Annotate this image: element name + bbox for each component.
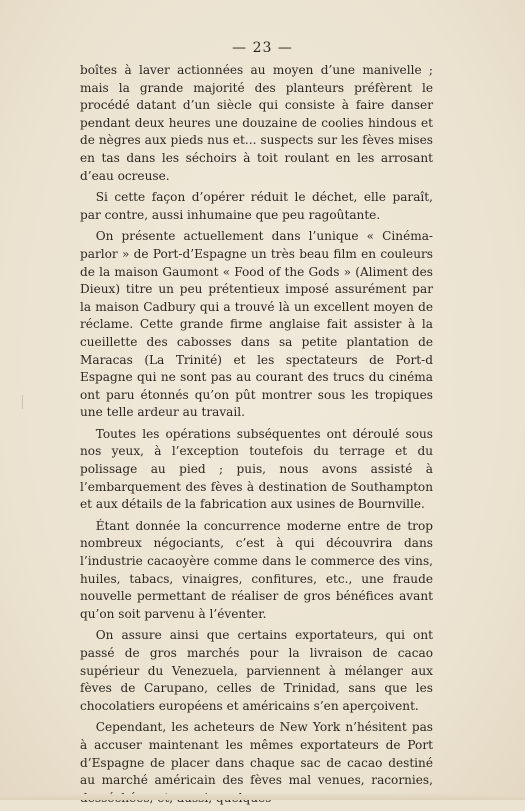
paragraph-6: On assure ainsi que certains exportateurs, qui ont passé de gros marchés pour la livraison de cacao supérieur du Venezuela, parviennent à mélanger aux fèves de Carupano, celles de Trinidad, sans que les chocolatiers européens et américains s’en aperçoivent. [80, 628, 433, 713]
paragraph-4: Toutes les opérations subséquentes ont déroulé sous nos yeux, à l’exception toutefois du terrage et du polissage au pied ; puis, nous avons assisté à l’embarquement des fèves à destination de Southampton et aux détails de la fabrication aux usines de Bournville. [80, 426, 433, 512]
margin-mark [22, 395, 27, 409]
paragraph-3: On présente actuellement dans l’unique « Cinéma-parlor » de Port-d’Espagne un très beau film en couleurs de la maison Gaumont « Food of the Gods » (Aliment des Dieux) titre un peu prétentieux imposé assurément par la maison Cadbury qui a trouvé là un excellent moyen de réclame. Cette grande firme anglaise fait assister à la cueillette des cabosses dans sa petite plantation de Maracas (La Trinité) et les spectateurs de Port-d Espagne qui ne sont pas au courant des trucs du cinéma ont paru étonnés qu’on pût montrer sous les tropiques une telle ardeur au travail. [80, 229, 433, 420]
paragraph-2: Si cette façon d’opérer réduit le déchet, elle paraît, par contre, aussi inhumaine que peu ragoûtante. [80, 190, 433, 222]
paragraph-1: boîtes à laver actionnées au moyen d’une manivelle ; mais la grande majorité des planteurs préfèrent le procédé datant d’un siècle qui consiste à faire danser pendant deux heures une douzaine de coolies hindous et de nègres aux pieds nus et... suspects sur les fèves mises en tas dans les séchoirs à toit roulant en les arrosant d’eau ocreuse. [80, 63, 433, 183]
page-bottom-edge [0, 794, 525, 800]
paragraph-5: Étant donnée la concurrence moderne entre de trop nombreux négociants, c’est à qui découvrira dans l’industrie cacaoyère comme dans le commerce des vins, huiles, tabacs, vinaigres, confitures, etc., une fraude nouvelle permettant de réaliser de gros bénéfices avant qu’on soit parvenu à l’éventer. [80, 518, 433, 621]
paragraph-7: Cependant, les acheteurs de New York n’hésitent pas à accuser maintenant les mêmes exportateurs de Port d’Espagne de placer dans chaque sac de cacao destiné au marché américain des fèves mal venues, racornies, [80, 720, 433, 788]
body-text [80, 62, 433, 811]
page-number: — 23 — [232, 40, 293, 56]
